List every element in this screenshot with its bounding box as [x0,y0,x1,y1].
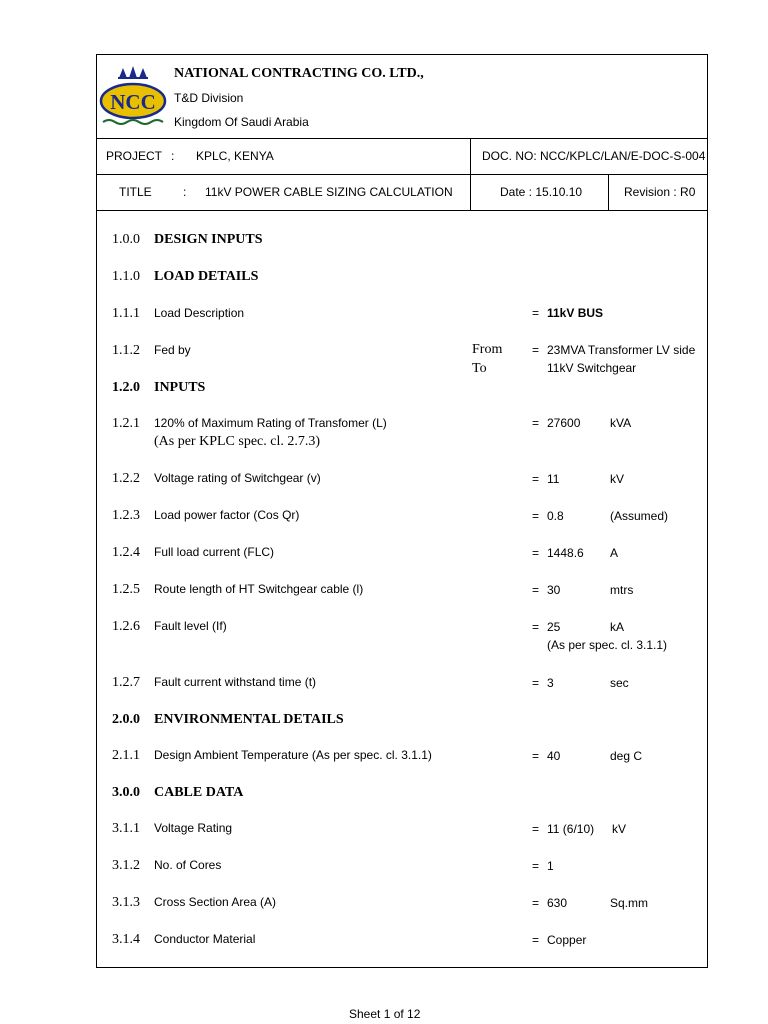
row-unit: mtrs [610,583,634,597]
row-unit: kA [610,620,625,634]
row-value: 11 [547,472,560,486]
from-label: From [472,342,503,357]
section-heading: DESIGN INPUTS [154,232,263,247]
row-number: 1.0.0 [112,232,140,247]
row-value: 3 [547,676,554,690]
svg-text:NCC: NCC [110,90,156,114]
row-label: Cross Section Area (A) [154,895,277,909]
row-unit: (Assumed) [610,509,669,523]
row-number: 1.2.7 [112,675,140,690]
row-number: 1.2.6 [112,619,140,634]
row-number: 1.1.0 [112,269,140,284]
row-number: 1.2.5 [112,582,140,597]
company-name: NATIONAL CONTRACTING CO. LTD., [174,66,424,81]
row-unit: kV [612,822,627,836]
row-label: Load power factor (Cos Qr) [154,508,300,522]
project-colon: : [171,149,175,163]
title-value: 11kV POWER CABLE SIZING CALCULATION [205,185,453,199]
row-value: 40 [547,749,561,763]
row-unit: deg C [610,749,643,763]
row-number: 3.1.1 [112,821,140,836]
equals-sign: = [532,896,540,910]
row-number: 3.1.2 [112,858,140,873]
row-sublabel: (As per KPLC spec. cl. 2.7.3) [154,434,321,449]
header-divider-1 [96,138,708,139]
row-value: Copper [547,933,587,947]
row-value: 11 (6/10) [547,822,595,836]
title-label: TITLE [119,185,152,199]
country-text: Kingdom Of Saudi Arabia [174,115,309,129]
equals-sign: = [532,416,540,430]
division-text: T&D Division [174,91,244,105]
row-label: Conductor Material [154,932,256,946]
row-value: 30 [547,583,561,597]
row-unit: A [610,546,619,560]
row-value-note: (As per spec. cl. 3.1.1) [547,638,668,652]
doc-number: DOC. NO: NCC/KPLC/LAN/E-DOC-S-004 [482,149,706,163]
equals-sign: = [532,676,540,690]
equals-sign: = [532,472,540,486]
row-number: 1.1.2 [112,343,140,358]
row-label: No. of Cores [154,858,222,872]
row-number: 3.1.4 [112,932,140,947]
row-value: 630 [547,896,568,910]
row-value-2: 11kV Switchgear [547,361,637,375]
equals-sign: = [532,620,540,634]
row-label: Design Ambient Temperature (As per spec. cl. 3.1.1) [154,748,432,762]
row-number: 3.0.0 [112,785,140,800]
row-unit: Sq.mm [610,896,649,910]
row-value: 1448.6 [547,546,584,560]
row-label: Route length of HT Switchgear cable (l) [154,582,364,596]
row-label: Voltage Rating [154,821,233,835]
header-divider-3 [96,210,708,211]
equals-sign: = [532,306,540,320]
row-number: 1.2.0 [112,380,140,395]
row-label: Full load current (FLC) [154,545,275,559]
equals-sign: = [532,749,540,763]
project-label: PROJECT [106,149,163,163]
row-value: 27600 [547,416,581,430]
row-number: 1.2.4 [112,545,140,560]
header-vdivider-2 [608,174,609,210]
row-value: 0.8 [547,509,564,523]
equals-sign: = [532,859,540,873]
row-value: 25 [547,620,561,634]
row-value: 11kV BUS [547,306,604,320]
row-number: 1.2.1 [112,416,140,431]
equals-sign: = [532,343,540,357]
row-label: Load Description [154,306,245,320]
row-number: 1.2.2 [112,471,140,486]
header-divider-2 [96,174,708,175]
row-unit: sec [610,676,629,690]
title-colon: : [183,185,187,199]
date-text: Date : 15.10.10 [500,185,583,199]
equals-sign: = [532,822,540,836]
row-number: 1.2.3 [112,508,140,523]
section-heading: ENVIRONMENTAL DETAILS [154,712,344,727]
row-label: Voltage rating of Switchgear (v) [154,471,321,485]
equals-sign: = [532,583,540,597]
header-vdivider-1 [470,138,471,210]
row-number: 2.1.1 [112,748,140,763]
section-heading: INPUTS [154,380,206,395]
ncc-logo [99,64,169,128]
section-heading: LOAD DETAILS [154,269,259,284]
row-unit: kV [610,472,625,486]
equals-sign: = [532,933,540,947]
project-value: KPLC, KENYA [196,149,274,163]
row-label: 120% of Maximum Rating of Transfomer (L) [154,416,387,430]
to-label: To [472,361,487,376]
sheet-number: Sheet 1 of 12 [349,1007,421,1021]
equals-sign: = [532,509,540,523]
row-value: 23MVA Transformer LV side [547,343,696,357]
row-label: Fed by [154,343,191,357]
row-number: 1.1.1 [112,306,140,321]
revision-text: Revision : R0 [624,185,696,199]
equals-sign: = [532,546,540,560]
row-unit: kVA [610,416,632,430]
row-value: 1 [547,859,554,873]
row-number: 2.0.0 [112,712,140,727]
row-number: 3.1.3 [112,895,140,910]
row-label: Fault level (If) [154,619,227,633]
section-heading: CABLE DATA [154,785,244,800]
row-label: Fault current withstand time (t) [154,675,317,689]
